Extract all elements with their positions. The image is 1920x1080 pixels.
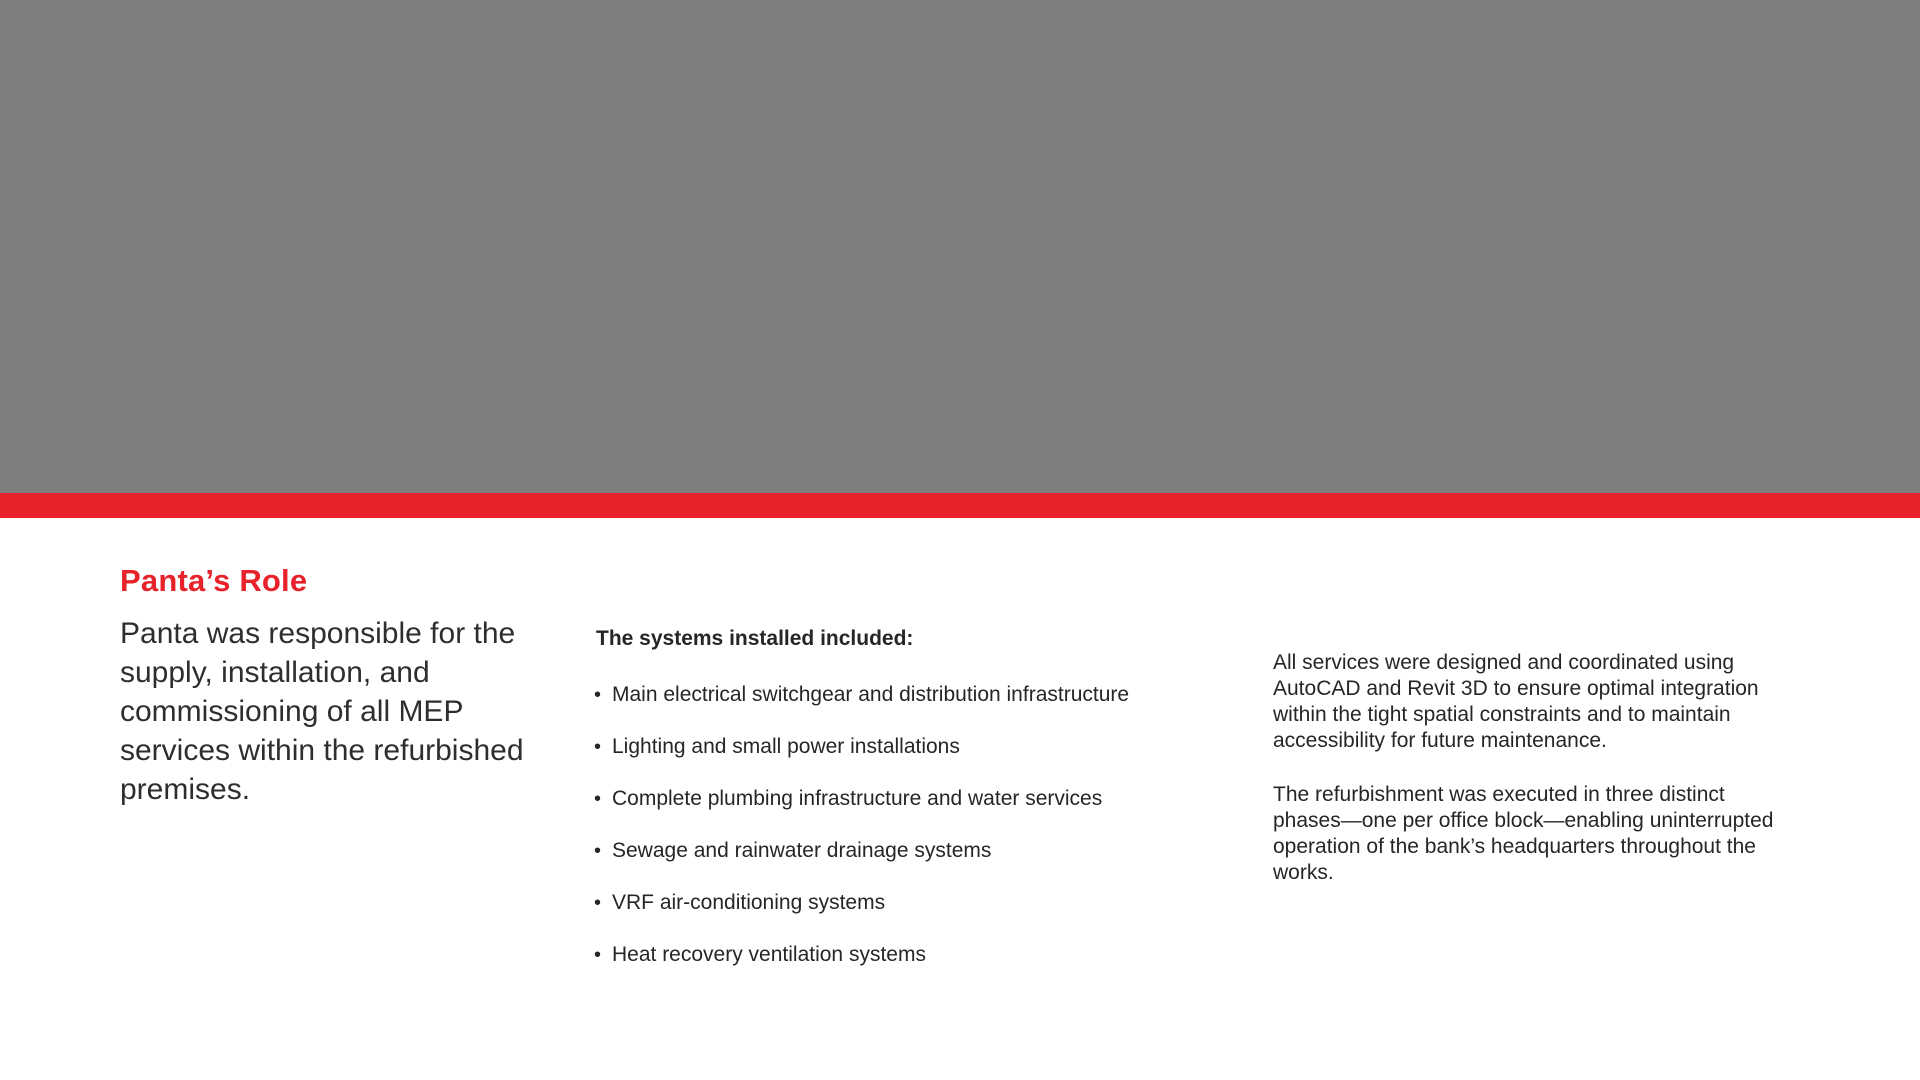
bullet-icon: • bbox=[594, 736, 602, 758]
systems-list bbox=[596, 682, 1256, 968]
list-item bbox=[596, 838, 1256, 864]
list-item bbox=[596, 734, 1256, 760]
list-item-text: Lighting and small power installations bbox=[612, 735, 960, 758]
list-item-text: Main electrical switchgear and distribution infrastructure bbox=[612, 683, 1130, 706]
bullet-icon: • bbox=[594, 840, 602, 862]
content-section bbox=[0, 518, 1920, 1080]
list-item-text: Sewage and rainwater drainage systems bbox=[612, 839, 992, 862]
details-paragraph-1: All services were designed and coordinated using AutoCAD and Revit 3D to ensure optimal integration within the tight spatial constraints and to maintain accessibility for future maintenance. bbox=[1273, 651, 1759, 752]
details-paragraph-2: The refurbishment was executed in three distinct phases—one per office block—enabling uninterrupted operation of the bank’s headquarters throughout the works. bbox=[1273, 783, 1774, 884]
bullet-icon: • bbox=[594, 892, 602, 914]
bullet-icon: • bbox=[594, 684, 602, 706]
list-item-text: Heat recovery ventilation systems bbox=[612, 943, 926, 966]
list-item-text: VRF air-conditioning systems bbox=[612, 891, 886, 914]
bullet-icon: • bbox=[594, 788, 602, 810]
intro-paragraph: Panta was responsible for the supply, installation, and commissioning of all MEP services within the refurbished premises. bbox=[120, 617, 524, 806]
list-item bbox=[596, 890, 1256, 916]
list-item-text: Complete plumbing infrastructure and water services bbox=[612, 787, 1103, 810]
details-column bbox=[1273, 650, 1778, 914]
section-heading: Panta’s Role bbox=[120, 562, 308, 598]
list-item bbox=[596, 682, 1256, 708]
list-item bbox=[596, 786, 1256, 812]
systems-lead-in: The systems installed included: bbox=[596, 627, 914, 650]
red-divider-bar bbox=[0, 493, 1920, 518]
list-item bbox=[596, 942, 1256, 968]
hero-image-placeholder bbox=[0, 0, 1920, 493]
systems-column bbox=[596, 626, 1256, 994]
bullet-icon: • bbox=[594, 944, 602, 966]
